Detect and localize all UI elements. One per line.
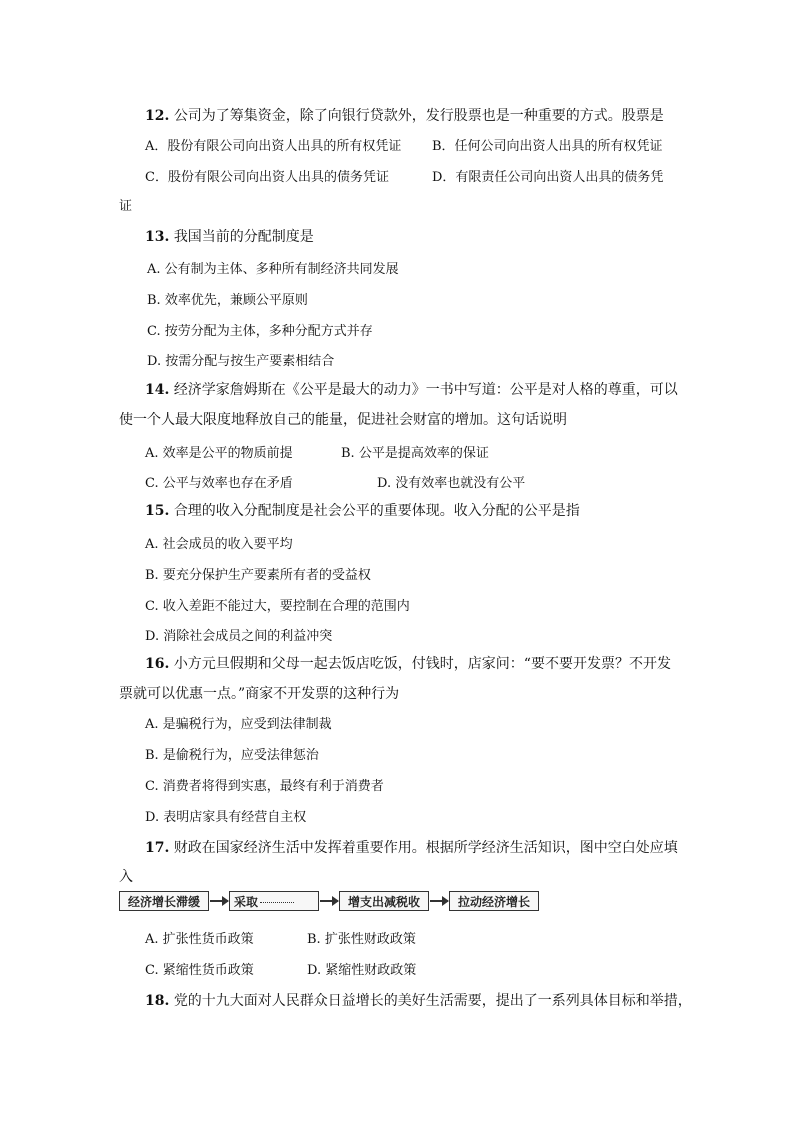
question-number: 17.: [145, 840, 170, 856]
option-15-a: A. 社会成员的收入要平均: [145, 537, 293, 552]
option-12-c: C．股份有限公司向出资人出具的债务凭证: [145, 170, 389, 185]
question-16-stem-cont: 票就可以优惠一点。”商家不开发票的这种行为: [119, 686, 400, 702]
option-15-b: B. 要充分保护生产要素所有者的受益权: [145, 568, 371, 583]
option-12-d: D．有限责任公司向出资人出具的债务凭: [432, 170, 664, 185]
option-12-a: A．股份有限公司向出资人出具的所有权凭证: [145, 139, 402, 154]
question-number: 16.: [145, 656, 170, 672]
option-16-b: B. 是偷税行为，应受法律惩治: [145, 748, 319, 763]
option-14-b: B. 公平是提高效率的保证: [341, 446, 489, 461]
option-16-a: A. 是骗税行为，应受到法律制裁: [145, 717, 332, 732]
option-16-d: D. 表明店家具有经营自主权: [145, 810, 307, 825]
option-14-d: D. 没有效率也就没有公平: [377, 476, 526, 491]
flow-diagram: [119, 889, 539, 915]
question-14-stem: 14. 经济学家詹姆斯在《公平是最大的动力》一书中写道：公平是对人格的尊重，可以: [145, 382, 678, 398]
flow-arrow-icon: [430, 900, 448, 902]
question-number: 13.: [145, 229, 170, 245]
option-17-b: B. 扩张性财政政策: [307, 932, 416, 947]
option-12-b: B．任何公司向出资人出具的所有权凭证: [432, 139, 663, 154]
option-17-c: C. 紧缩性货币政策: [145, 963, 254, 978]
question-17-stem: 17. 财政在国家经济生活中发挥着重要作用。根据所学经济生活知识，图中空白处应填: [145, 840, 678, 856]
question-16-stem: 16. 小方元旦假期和父母一起去饭店吃饭，付钱时，店家问：“要不要开发票？不开发: [145, 656, 671, 672]
option-12-d-cont: 证: [119, 199, 133, 214]
question-number: 14.: [145, 382, 170, 398]
option-14-a: A. 效率是公平的物质前提: [145, 446, 293, 461]
option-15-c: C. 收入差距不能过大，要控制在合理的范围内: [145, 599, 410, 614]
question-number: 18.: [145, 993, 170, 1009]
question-15-stem: 15. 合理的收入分配制度是社会公平的重要体现。收入分配的公平是指: [145, 503, 580, 519]
question-number: 15.: [145, 503, 170, 519]
option-15-d: D. 消除社会成员之间的利益冲突: [145, 629, 333, 644]
question-17-stem-cont: 入: [119, 869, 133, 885]
option-17-d: D. 紧缩性财政政策: [307, 963, 417, 978]
option-14-c: C. 公平与效率也存在矛盾: [145, 476, 293, 491]
flow-step-2-blank: 采取: [229, 891, 319, 911]
flow-step-3: 增支出减税收: [339, 891, 429, 911]
flow-step-4: 拉动经济增长: [449, 891, 539, 911]
option-16-c: C. 消费者将得到实惠，最终有利于消费者: [145, 779, 384, 794]
question-13-stem: 13. 我国当前的分配制度是: [145, 229, 314, 245]
option-13-b: B. 效率优先，兼顾公平原则: [147, 293, 308, 308]
option-13-d: D. 按需分配与按生产要素相结合: [147, 354, 335, 369]
question-number: 12.: [145, 108, 170, 124]
flow-arrow-icon: [210, 900, 228, 902]
option-13-a: A. 公有制为主体、多种所有制经济共同发展: [147, 262, 399, 277]
flow-arrow-icon: [320, 900, 338, 902]
flow-step-1: 经济增长滞缓: [119, 891, 209, 911]
option-13-c: C. 按劳分配为主体，多种分配方式并存: [147, 324, 373, 339]
option-17-a: A. 扩张性货币政策: [145, 932, 254, 947]
question-18-stem: 18. 党的十九大面对人民群众日益增长的美好生活需要，提出了一系列具体目标和举措，: [145, 993, 692, 1009]
question-12-stem: 12. 公司为了筹集资金，除了向银行贷款外，发行股票也是一种重要的方式。股票是: [145, 108, 664, 124]
question-14-stem-cont: 使一个人最大限度地释放自己的能量，促进社会财富的增加。这句话说明: [119, 412, 567, 428]
blank-dotted-line: [260, 902, 294, 903]
